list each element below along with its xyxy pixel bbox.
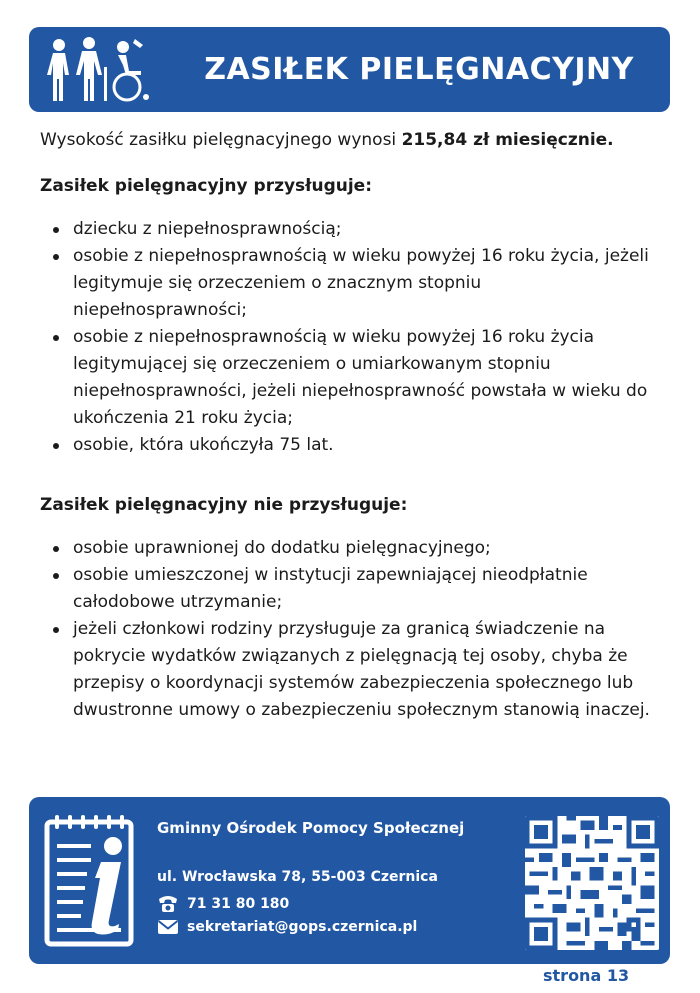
page-header-banner	[29, 27, 670, 112]
organization-name: Gminny Ośrodek Pomocy Społecznej	[157, 819, 465, 837]
not-eligible-list	[40, 535, 660, 724]
email-line	[157, 919, 417, 935]
envelope-icon	[157, 919, 179, 935]
phone-icon	[157, 895, 179, 913]
intro-text: Wysokość zasiłku pielęgnacyjnego wynosi	[40, 130, 402, 150]
list-item: osobie z niepełnosprawnością w wieku powyżej 16 roku życia, jeżeli legitymuje się orzeczeniem o znacznym stopniu niepełnosprawności;	[40, 243, 660, 324]
address: ul. Wrocławska 78, 55-003 Czernica	[157, 869, 438, 885]
not-eligible-section-title: Zasiłek pielęgnacyjny nie przysługuje:	[40, 495, 408, 515]
list-item: osobie uprawnionej do dodatku pielęgnacyjnego;	[40, 535, 660, 562]
page-number: strona 13	[543, 966, 630, 985]
benefit-amount-text	[40, 128, 660, 152]
list-item: osobie z niepełnosprawnością w wieku powyżej 16 roku życia legitymującej się orzeczeniem o umiarkowanym stopniu niepełnosprawności, jeżeli niepełnosprawność powstała w wieku do ukończenia 21 roku życia;	[40, 324, 660, 432]
list-item: dziecku z niepełnosprawnością;	[40, 216, 660, 243]
qr-code[interactable]	[525, 816, 659, 950]
email-address: sekretariat@gops.czernica.pl	[187, 919, 418, 935]
list-item: osobie, która ukończyła 75 lat.	[40, 432, 660, 459]
people-disability-icon	[41, 37, 153, 103]
contact-footer	[29, 797, 670, 964]
benefit-amount: 215,84 zł miesięcznie.	[401, 130, 614, 150]
main-content	[40, 128, 660, 750]
eligible-section-title: Zasiłek pielęgnacyjny przysługuje:	[40, 176, 373, 196]
page-title: ZASIŁEK PIELĘGNACYJNY	[204, 52, 634, 87]
list-item: osobie umieszczonej w instytucji zapewniającej nieodpłatnie całodobowe utrzymanie;	[40, 562, 660, 616]
list-item: jeżeli członkowi rodziny przysługuje za granicą świadczenie na pokrycie wydatków związanych z pielęgnacją tej osoby, chyba że przepisy o koordynacji systemów zabezpieczenia społecznego lub dwustronne umowy o zabezpieczeniu społecznym stanowią inaczej.	[40, 616, 660, 724]
eligible-list	[40, 216, 660, 459]
info-document-icon	[41, 812, 139, 950]
phone-line	[157, 895, 289, 913]
phone-number: 71 31 80 180	[187, 896, 290, 912]
